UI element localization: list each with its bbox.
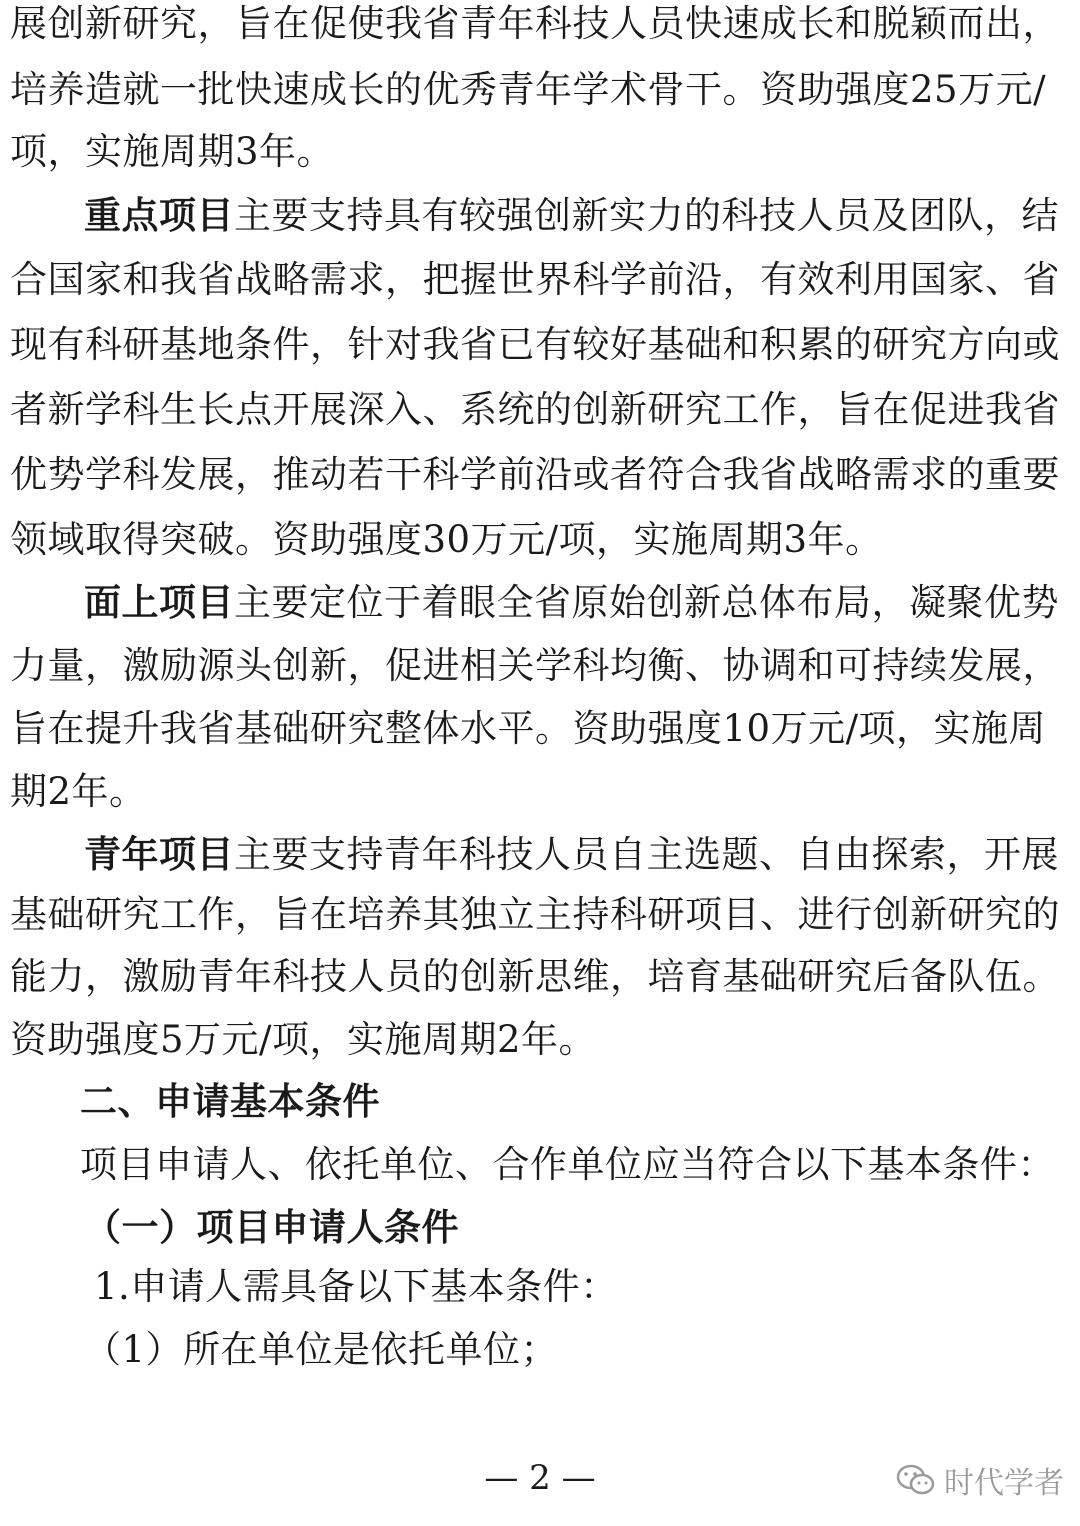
paragraph-line: 期2年。 <box>10 770 147 813</box>
paragraph-line: 培养造就一批快速成长的优秀青年学术骨干。资助强度25万元/ <box>10 68 1047 111</box>
paragraph-line: 者新学科生长点开展深入、系统的创新研究工作，旨在促进我省 <box>10 388 1060 431</box>
general-project-label: 面上项目 <box>84 581 234 624</box>
paragraph-line: 合国家和我省战略需求，把握世界科学前沿，有效利用国家、省 <box>10 258 1060 301</box>
wechat-icon <box>896 1463 936 1497</box>
watermark <box>896 1458 1064 1502</box>
page-number: — 2 — <box>484 1458 596 1498</box>
youth-project-label: 青年项目 <box>84 833 234 876</box>
list-item: 1.申请人需具备以下基本条件： <box>94 1265 618 1308</box>
subsection-heading: （一）项目申请人条件 <box>84 1206 459 1249</box>
list-item: （1）所在单位是依托单位； <box>84 1328 559 1371</box>
youth-project-first-line <box>10 833 1059 877</box>
paragraph-line: 旨在提升我省基础研究整体水平。资助强度10万元/项，实施周 <box>10 707 1047 750</box>
watermark-text: 时代学者 <box>944 1466 1064 1501</box>
paragraph-line: 领域取得突破。资助强度30万元/项，实施周期3年。 <box>10 518 883 561</box>
youth-project-text: 主要支持青年科技人员自主选题、自由探索，开展 <box>234 833 1059 876</box>
paragraph-line: 力量，激励源头创新，促进相关学科均衡、协调和可持续发展， <box>10 644 1060 687</box>
paragraph-line: 项，实施周期3年。 <box>10 130 335 173</box>
paragraph-line: 优势学科发展，推动若干科学前沿或者符合我省战略需求的重要 <box>10 453 1060 496</box>
key-project-first-line <box>10 194 1059 238</box>
paragraph-line: 能力，激励青年科技人员的创新思维，培育基础研究后备队伍。 <box>10 955 1060 998</box>
key-project-label: 重点项目 <box>84 194 234 237</box>
paragraph-line: 展创新研究，旨在促使我省青年科技人员快速成长和脱颖而出， <box>10 2 1060 45</box>
paragraph-line: 资助强度5万元/项，实施周期2年。 <box>10 1018 597 1061</box>
general-project-first-line <box>10 581 1059 625</box>
general-project-text: 主要定位于着眼全省原始创新总体布局，凝聚优势 <box>234 581 1059 624</box>
section-heading: 二、申请基本条件 <box>80 1080 380 1123</box>
key-project-text: 主要支持具有较强创新实力的科技人员及团队，结 <box>234 194 1059 237</box>
paragraph-line: 基础研究工作，旨在培养其独立主持科研项目、进行创新研究的 <box>10 893 1060 936</box>
paragraph-line: 现有科研基地条件，针对我省已有较好基础和积累的研究方向或 <box>10 323 1060 366</box>
section-intro: 项目申请人、依托单位、合作单位应当符合以下基本条件： <box>80 1143 1055 1186</box>
